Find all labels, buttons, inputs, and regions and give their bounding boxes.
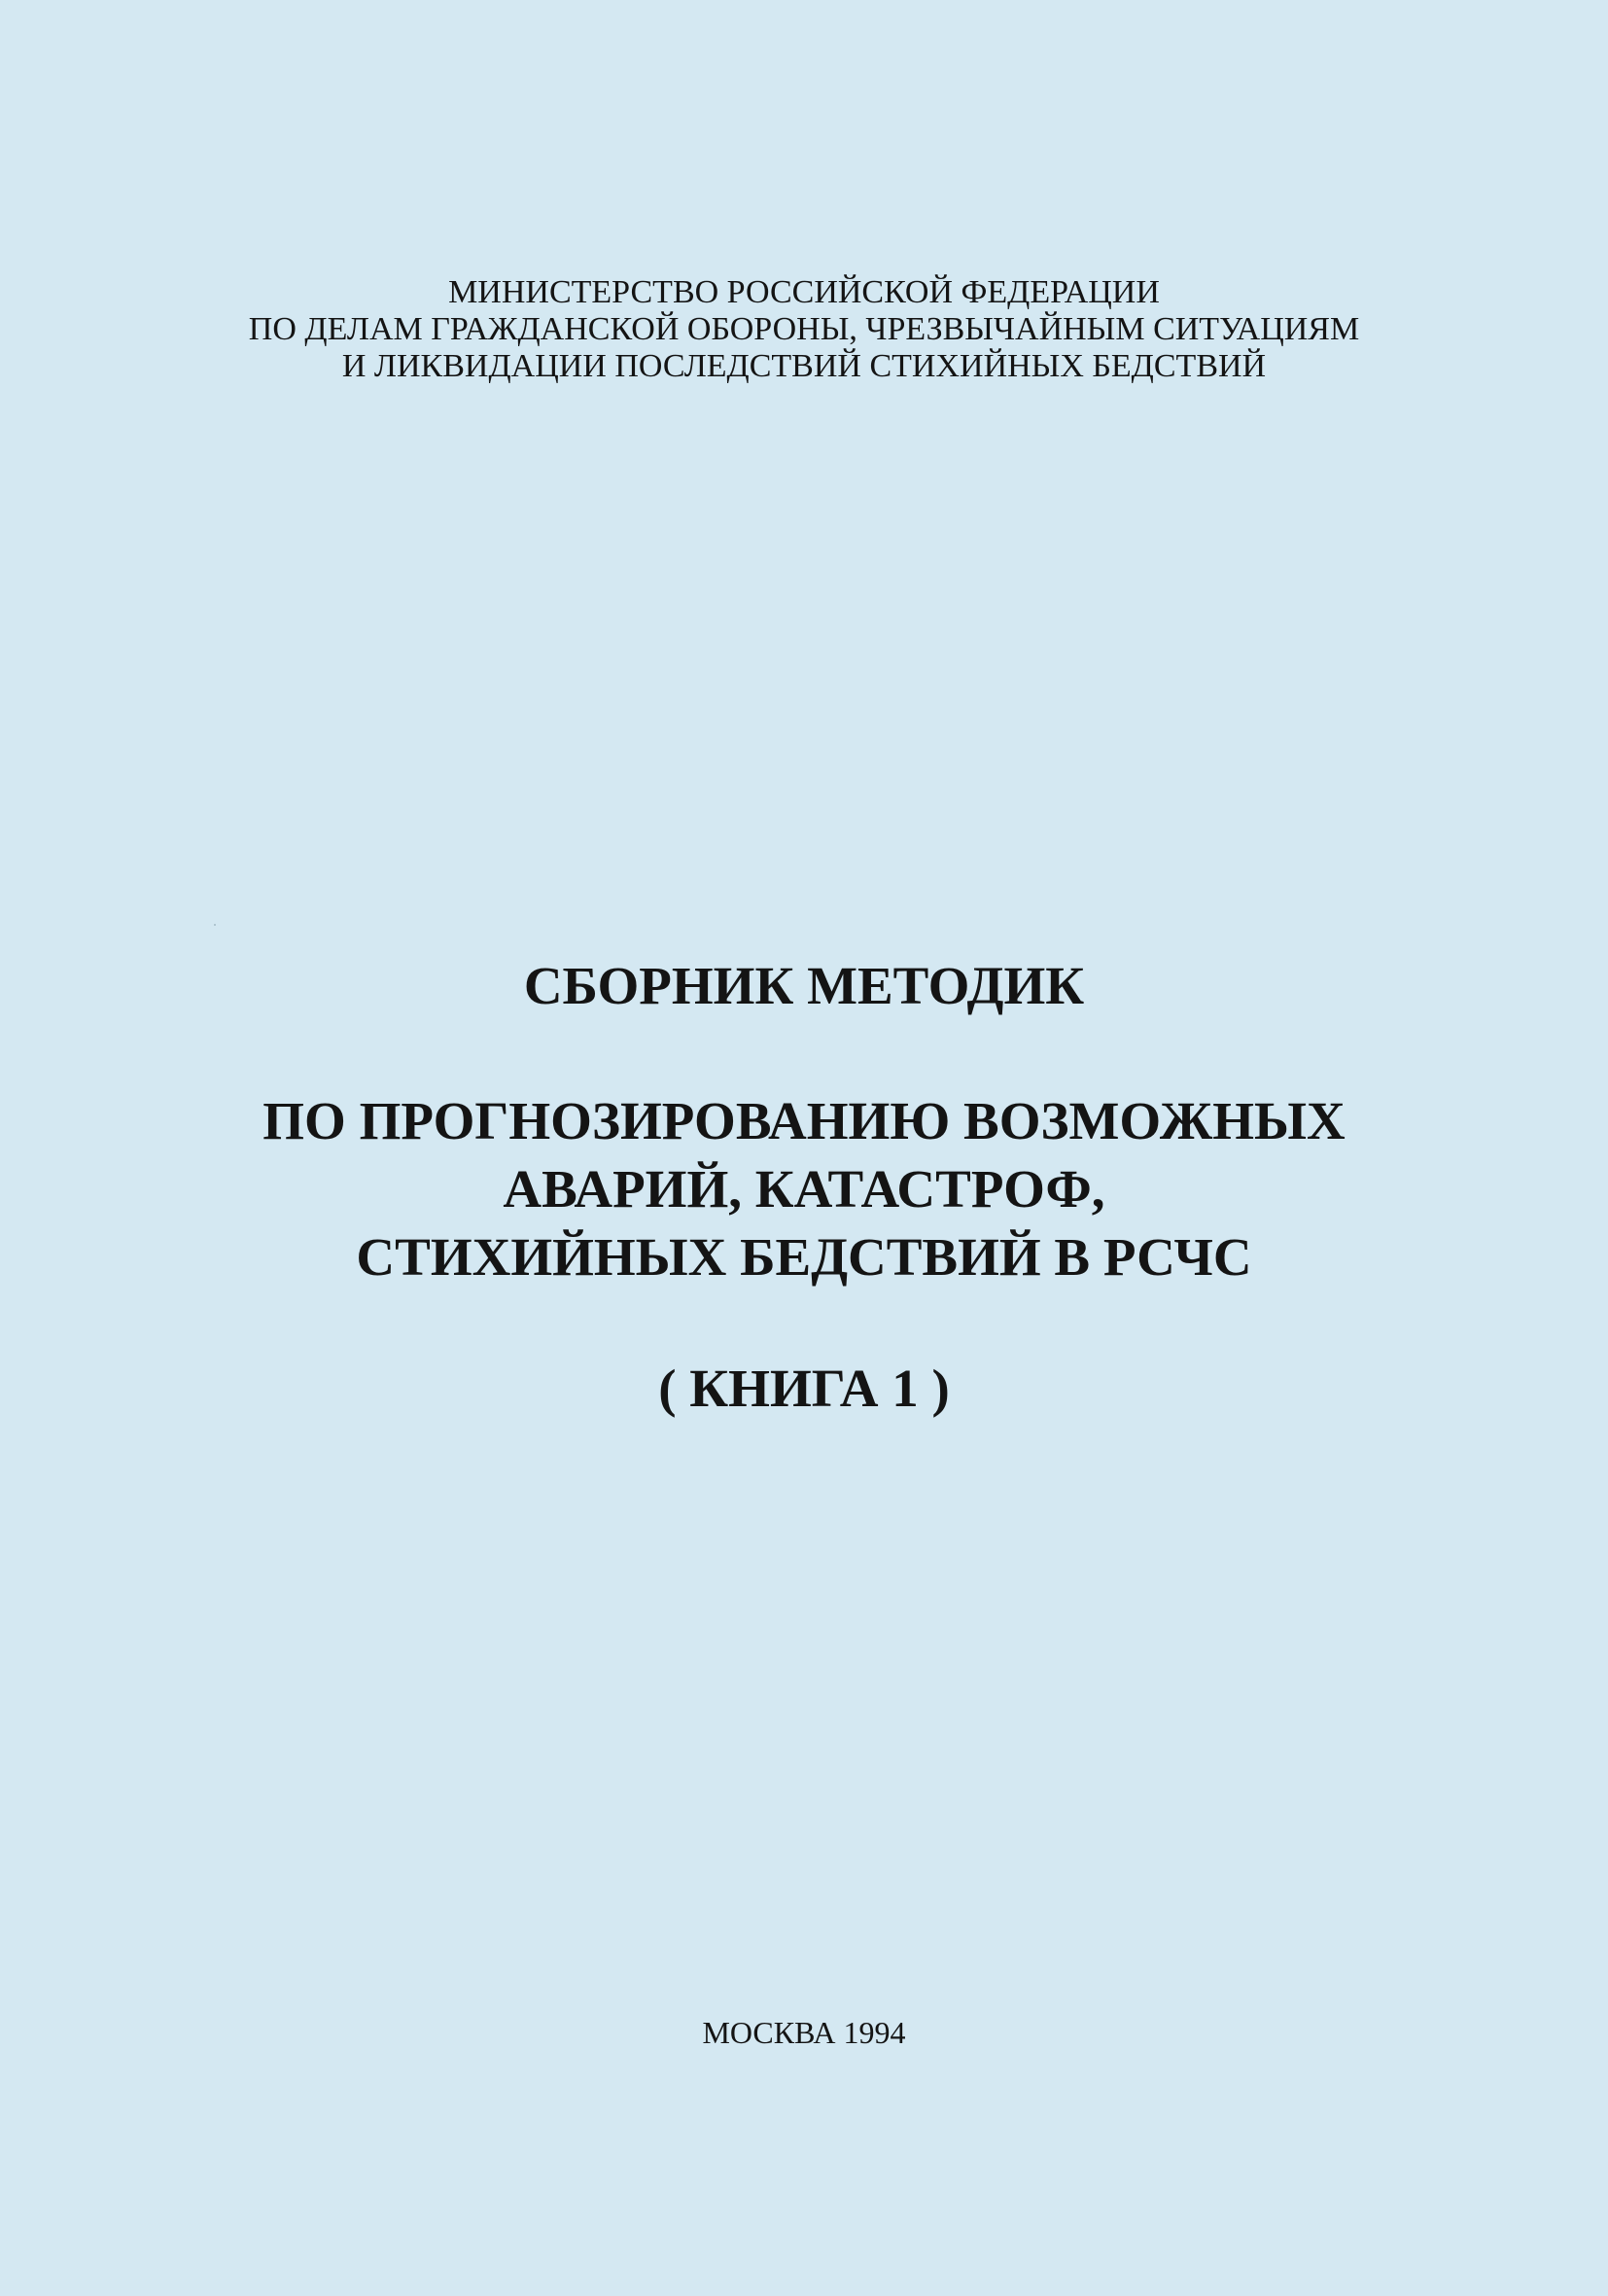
document-subtitle-line-2: АВАРИЙ, КАТАСТРОФ, (503, 1159, 1105, 1219)
document-subtitle (0, 1087, 1608, 1291)
ministry-header-line-2: ПО ДЕЛАМ ГРАЖДАНСКОЙ ОБОРОНЫ, ЧРЕЗВЫЧАЙНЫМ СИТУАЦИЯМ (248, 311, 1360, 347)
ministry-header (0, 274, 1608, 385)
document-title: СБОРНИК МЕТОДИК (523, 956, 1085, 1015)
book-number: ( КНИГА 1 ) (658, 1359, 950, 1418)
ministry-header-line-3: И ЛИКВИДАЦИИ ПОСЛЕДСТВИЙ СТИХИЙНЫХ БЕДСТВИЙ (341, 348, 1267, 384)
document-subtitle-line-3: СТИХИЙНЫХ БЕДСТВИЙ В РСЧС (356, 1227, 1252, 1287)
ministry-header-line-1: МИНИСТЕРСТВО РОССИЙСКОЙ ФЕДЕРАЦИИ (448, 274, 1160, 310)
imprint-city-year: МОСКВА 1994 (702, 2015, 906, 2050)
document-subtitle-line-1: ПО ПРОГНОЗИРОВАНИЮ ВОЗМОЖНЫХ (262, 1091, 1346, 1150)
scan-speck (214, 924, 216, 926)
